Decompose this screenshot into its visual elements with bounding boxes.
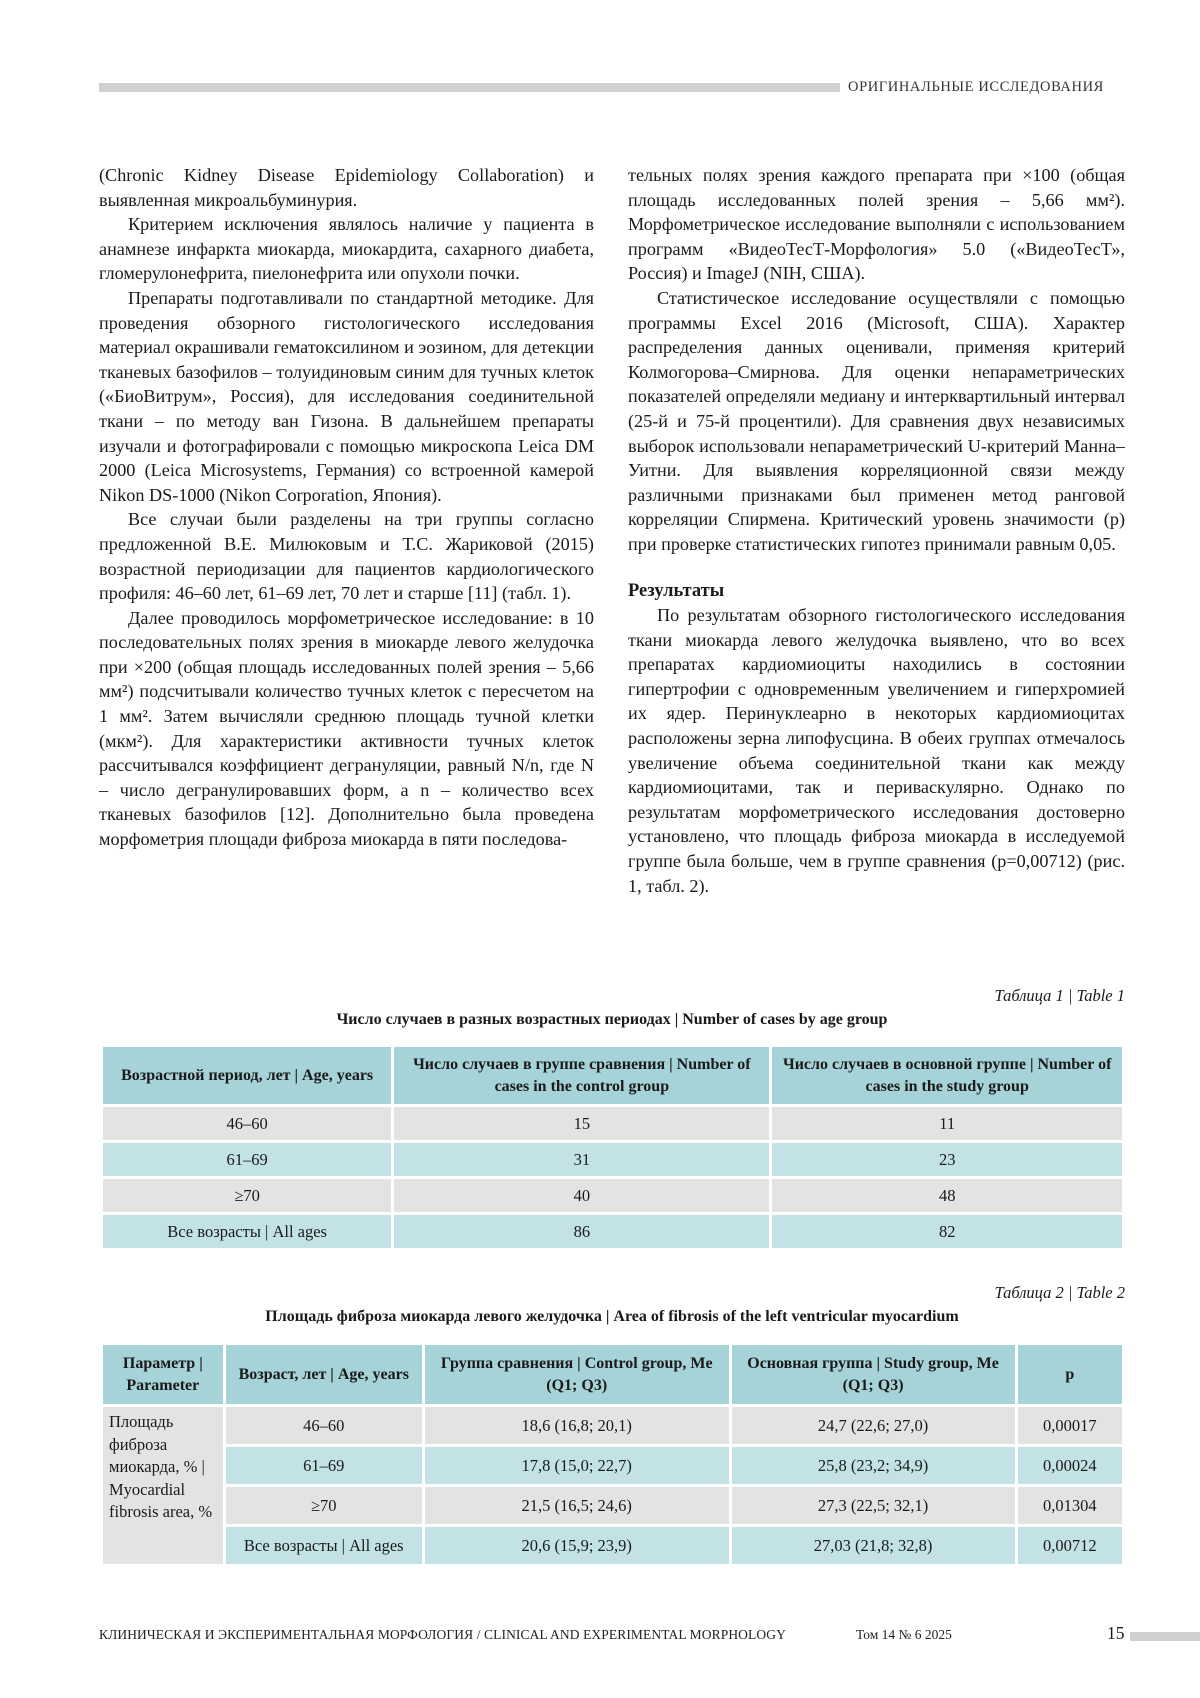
table2-title: Площадь фиброза миокарда левого желудочка | Area of fibrosis of the left ventricular myocardium: [265, 1308, 959, 1325]
cell: ≥70: [224, 1486, 423, 1526]
cell: 0,00017: [1016, 1406, 1123, 1446]
cell: 46–60: [224, 1406, 423, 1446]
table2-header: Группа сравнения | Control group, Me (Q1; Q3): [423, 1344, 730, 1406]
table-row: [102, 1486, 1124, 1526]
cell: 61–69: [224, 1446, 423, 1486]
cell: 0,01304: [1016, 1486, 1123, 1526]
cell: 27,03 (21,8; 32,8): [730, 1526, 1016, 1566]
cell: 17,8 (15,0; 22,7): [423, 1446, 730, 1486]
table2-header: Параметр | Parameter: [102, 1344, 225, 1406]
section-title: ОРИГИНАЛЬНЫЕ ИССЛЕДОВАНИЯ: [848, 79, 1104, 95]
table1-header: Возрастной период, лет | Age, years: [102, 1046, 393, 1106]
cell: 21,5 (16,5; 24,6): [423, 1486, 730, 1526]
table2-header: Возраст, лет | Age, years: [224, 1344, 423, 1406]
paragraph: тельных полях зрения каждого препарата при ×100 (общая площадь исследованных полей зрения – 5,66 мм²). Морфометрическое исследование выполняли с использованием программ «ВидеоТесТ-Морфология» 5.0 («ВидеоТесТ», Россия) и ImageJ (NIH, США).: [628, 165, 1125, 284]
right-column: [628, 163, 1125, 898]
journal-name: КЛИНИЧЕСКАЯ И ЭКСПЕРИМЕНТАЛЬНАЯ МОРФОЛОГИЯ / CLINICAL AND EXPERIMENTAL MORPHOLOGY: [99, 1627, 786, 1642]
header-decorative-bar: [99, 83, 840, 92]
table2-header: Основная группа | Study group, Me (Q1; Q3): [730, 1344, 1016, 1406]
table2-header: p: [1016, 1344, 1123, 1406]
cell: 23: [771, 1142, 1124, 1178]
page-number: 15: [1107, 1623, 1125, 1643]
table2-label: Таблица 2 | Table 2: [994, 1283, 1125, 1302]
cell: Все возрасты | All ages: [102, 1214, 393, 1250]
cell: 0,00024: [1016, 1446, 1123, 1486]
cell: 11: [771, 1106, 1124, 1142]
cell: 24,7 (22,6; 27,0): [730, 1406, 1016, 1446]
table-row: [102, 1406, 1124, 1446]
table-row: [102, 1142, 1124, 1178]
paragraph: Далее проводилось морфометрическое исследование: в 10 последовательных полях зрения в миокарде левого желудочка при ×200 (общая площадь исследованных полей зрения – 5,66 мм²) подсчитывали количество тучных клеток с пересчетом на 1 мм². Затем вычисляли среднюю площадь тучной клетки (мкм²). Для характеристики активности тучных клеток рассчитывался коэффициент дегрануляции, равный N/n, где N – число дегранулировавших форм, а n – количество всех тканевых базофилов [12]. Дополнительно была проведена морфометрия площади фиброза миокарда в пяти последова-: [99, 607, 594, 850]
results-paragraph: По результатам обзорного гистологического исследования ткани миокарда левого желудочка выявлено, что во всех препаратах кардиомиоциты находились в состоянии гипертрофии с одновременным увеличением и гиперхромией их ядер. Перинуклеарно в некоторых кардиомиоцитах расположены зерна липофусцина. В обеих группах отмечалось увеличение объема соединительной ткани как между кардиомиоцитами, так и периваскулярно. Однако по результатам морфометрического исследования достоверно установлено, что площадь фиброза миокарда в исследуемой группе была больше, чем в группе сравнения (p=0,00712) (рис. 1, табл. 2).: [628, 605, 1125, 896]
cell: 0,00712: [1016, 1526, 1123, 1566]
table1-header: Число случаев в группе сравнения | Number of cases in the control group: [393, 1046, 771, 1106]
cell: 20,6 (15,9; 23,9): [423, 1526, 730, 1566]
table-row: [102, 1446, 1124, 1486]
paragraph: Критерием исключения являлось наличие у пациента в анамнезе инфаркта миокарда, миокардита, сахарного диабета, гломерулонефрита, пиелонефрита или опухоли почки.: [99, 214, 594, 284]
table-row: [102, 1526, 1124, 1566]
paragraph: (Chronic Kidney Disease Epidemiology Collaboration) и выявленная микроальбуминурия.: [99, 165, 594, 210]
table-row: [102, 1106, 1124, 1142]
cell: 27,3 (22,5; 32,1): [730, 1486, 1016, 1526]
cell: 40: [393, 1178, 771, 1214]
cell: 18,6 (16,8; 20,1): [423, 1406, 730, 1446]
cell: 61–69: [102, 1142, 393, 1178]
table2: [100, 1342, 1125, 1567]
cell: 25,8 (23,2; 34,9): [730, 1446, 1016, 1486]
cell: 15: [393, 1106, 771, 1142]
paragraph: Препараты подготавливали по стандартной методике. Для проведения обзорного гистологического исследования материал окрашивали гематоксилином и эозином, для детекции тканевых базофилов – толуидиновым синим для тучных клеток («БиоВитрум», Россия), для исследования соединительной ткани – по методу ван Гизона. В дальнейшем препараты изучали и фотографировали с помощью микроскопа Leica DM 2000 (Leica Microsystems, Германия) со встроенной камерой Nikon DS-1000 (Nikon Corporation, Япония).: [99, 287, 594, 505]
results-heading: Результаты: [628, 580, 725, 601]
cell: 31: [393, 1142, 771, 1178]
cell: Все возрасты | All ages: [224, 1526, 423, 1566]
cell: 48: [771, 1178, 1124, 1214]
cell: 82: [771, 1214, 1124, 1250]
paragraph: Статистическое исследование осуществляли с помощью программы Excel 2016 (Microsoft, США). Характер распределения данных оценивали, применяя критерий Колмогорова–Смирнова. Для оценки непараметрических показателей определяли медиану и интерквартильный интервал (25-й и 75-й процентили). Для сравнения двух независимых выборок использовали непараметрический U-критерий Манна–Уитни. Для выявления корреляционной связи между различными признаками был применен метод ранговой корреляции Спирмена. Критический уровень значимости (p) при проверке статистических гипотез принимали равным 0,05.: [628, 287, 1125, 554]
table1-title: Число случаев в разных возрастных периодах | Number of cases by age group: [336, 1011, 888, 1028]
cell: 86: [393, 1214, 771, 1250]
left-column: [99, 163, 594, 852]
parameter-cell: Площадь фиброза миокарда, % | Myocardial fibrosis area, %: [102, 1406, 225, 1566]
table-row: [102, 1178, 1124, 1214]
cell: ≥70: [102, 1178, 393, 1214]
footer-decorative-bar: [1130, 1632, 1200, 1641]
journal-issue: Том 14 № 6 2025: [856, 1627, 952, 1642]
table1: [100, 1044, 1125, 1251]
cell: 46–60: [102, 1106, 393, 1142]
table1-label: Таблица 1 | Table 1: [994, 986, 1125, 1005]
table1-header: Число случаев в основной группе | Number of cases in the study group: [771, 1046, 1124, 1106]
table-row: [102, 1214, 1124, 1250]
paragraph: Все случаи были разделены на три группы согласно предложенной В.Е. Милюковым и Т.С. Жариковой (2015) возрастной периодизации для пациентов кардиологического профиля: 46–60 лет, 61–69 лет, 70 лет и старше [11] (табл. 1).: [99, 509, 594, 604]
